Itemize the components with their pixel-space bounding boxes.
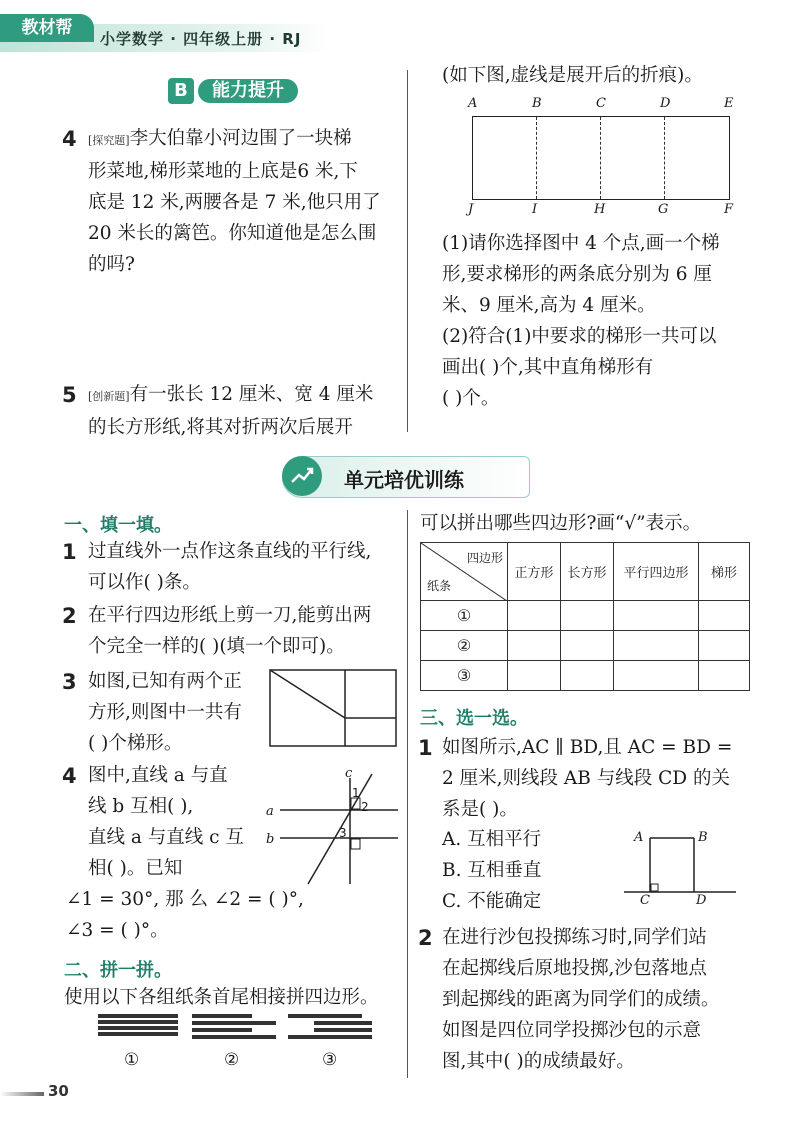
option-a[interactable]: A. 互相平行	[442, 829, 542, 850]
answer-cell[interactable]	[561, 631, 614, 661]
q4-text: [探究题]李大伯靠小河边围了一块梯 形菜地,梯形菜地的上底是6 米,下 底是 12 米,两腰各是 7 米,他只用了 20 米长的篱笆。你知道他是怎么围 的吗?	[88, 128, 381, 275]
table-row: ②	[421, 631, 750, 661]
p3q1-text: 如图所示,AC ∥ BD,且 AC = BD = 2 厘米,则线段 AB 与线段 CD 的关 系是( )。	[442, 737, 733, 820]
header-title: 小学数学 · 四年级上册 · RJ	[100, 30, 302, 48]
q5-number: 5	[62, 383, 77, 407]
column-divider-bottom	[407, 510, 408, 1078]
p3q2-number: 2	[418, 926, 433, 950]
two-squares-figure	[268, 668, 398, 750]
table-header: 正方形	[508, 543, 561, 601]
strip-group-1	[98, 1014, 178, 1036]
rectangle	[472, 116, 730, 200]
q5-cont-line: (如下图,虚线是展开后的折痕)。	[442, 65, 703, 86]
angle-2-label: 2	[361, 800, 369, 814]
p1q3-text: 如图,已知有两个正 方形,则图中一共有 ( )个梯形。	[88, 671, 242, 754]
section-b-letter: B	[168, 78, 194, 104]
p1q1-number: 1	[62, 540, 77, 564]
p3q1-options	[442, 824, 541, 917]
p1q2-number: 2	[62, 604, 77, 628]
part1-title: 一、填一填。	[64, 515, 172, 536]
trend-icon	[282, 456, 322, 496]
part2-intro: 使用以下各组纸条首尾相接拼四边形。	[64, 987, 379, 1008]
option-b[interactable]: B. 互相垂直	[442, 860, 542, 881]
column-divider-top	[407, 70, 408, 432]
p3q2-text: 在进行沙包投掷练习时,同学们站 在起掷线后原地投掷,沙包落地点 到起掷线的距离为同学们的成绩。 如图是四位同学投掷沙包的示意 图,其中( )的成绩最好。	[442, 927, 720, 1072]
answer-cell[interactable]	[614, 601, 699, 631]
answer-cell[interactable]	[699, 661, 750, 691]
strip-label: ①	[124, 1050, 140, 1070]
table-row: ③	[421, 661, 750, 691]
line-c-label: c	[345, 766, 353, 781]
point-label: H	[594, 202, 606, 217]
answer-cell[interactable]	[508, 661, 561, 691]
table-row: ①	[421, 601, 750, 631]
strip-label: ③	[322, 1050, 338, 1070]
point-b-label: B	[698, 830, 708, 845]
p1q4-text: 图中,直线 a 与直 线 b 互相( ), 直线 a 与直线 c 互 相( )。已知	[88, 765, 244, 879]
answer-cell[interactable]	[508, 631, 561, 661]
answer-cell[interactable]	[561, 601, 614, 631]
p1q3-number: 3	[62, 670, 77, 694]
option-c[interactable]: C. 不能确定	[442, 891, 542, 912]
answer-cell[interactable]	[561, 661, 614, 691]
line-a-label: a	[266, 804, 274, 819]
point-d-label: D	[696, 893, 707, 908]
point-a-label: A	[634, 830, 644, 845]
angle-1-label: 1	[352, 786, 360, 800]
answer-cell[interactable]	[699, 631, 750, 661]
unit-title: 单元培优训练	[344, 468, 464, 492]
angle-3-label: 3	[339, 826, 347, 840]
table-corner-cell: 四边形 纸条	[421, 543, 508, 601]
table-header: 长方形	[561, 543, 614, 601]
point-label: C	[596, 96, 606, 111]
fold-rectangle-figure	[462, 96, 742, 218]
answer-cell[interactable]	[699, 601, 750, 631]
q5-tag: [创新题]	[88, 390, 130, 403]
q5-subquestions: (1)请你选择图中 4 个点,画一个梯 形,要求梯形的两条底分别为 6 厘 米、9 厘米,高为 4 厘米。 (2)符合(1)中要求的梯形一共可以 画出( )个,其中直角梯形有 ( )个。	[442, 233, 720, 409]
q4-number: 4	[62, 127, 77, 151]
section-b-heading	[168, 78, 300, 104]
answer-cell[interactable]	[614, 661, 699, 691]
p1q1-text: 过直线外一点作这条直线的平行线, 可以作( )条。	[88, 541, 372, 593]
point-label: A	[468, 96, 478, 111]
strip-group-3	[288, 1014, 372, 1039]
p1q4-number: 4	[62, 764, 77, 788]
unit-banner	[282, 456, 528, 496]
p3q1-number: 1	[418, 736, 433, 760]
strip-label: ②	[224, 1050, 240, 1070]
parallel-lines-figure	[262, 768, 400, 886]
fold-line-1	[536, 117, 537, 199]
part2-continue: 可以拼出哪些四边形?画“√”表示。	[420, 513, 702, 534]
q4-tag: [探究题]	[88, 134, 130, 147]
answer-cell[interactable]	[508, 601, 561, 631]
quadrilateral-table	[420, 542, 750, 691]
point-c-label: C	[640, 893, 650, 908]
p1q4-text-2: ∠1 = 30°, 那 么 ∠2 = ( )°, ∠3 = ( )°。	[66, 889, 304, 941]
part3-title: 三、选一选。	[420, 708, 528, 729]
point-label: J	[468, 202, 474, 217]
footer-mark	[0, 1092, 44, 1096]
p1q2-text: 在平行四边形纸上剪一刀,能剪出两 个完全一样的( )(填一个即可)。	[88, 605, 372, 657]
fold-line-3	[664, 117, 665, 199]
point-label: E	[724, 96, 734, 111]
section-b-title: 能力提升	[198, 79, 298, 103]
answer-cell[interactable]	[614, 631, 699, 661]
point-label: D	[660, 96, 671, 111]
point-label: I	[532, 202, 538, 217]
line-b-label: b	[266, 832, 275, 847]
page-number: 30	[48, 1082, 69, 1100]
point-label: G	[658, 202, 669, 217]
part2-title: 二、拼一拼。	[64, 960, 172, 981]
point-label: B	[532, 96, 542, 111]
brand-tag: 教材帮	[0, 14, 94, 42]
point-label: F	[724, 202, 734, 217]
table-header: 梯形	[699, 543, 750, 601]
fold-line-2	[600, 117, 601, 199]
q5-text: [创新题]有一张长 12 厘米、宽 4 厘米 的长方形纸,将其对折两次后展开	[88, 384, 374, 438]
strip-group-2	[192, 1014, 276, 1039]
table-header: 平行四边形	[614, 543, 699, 601]
